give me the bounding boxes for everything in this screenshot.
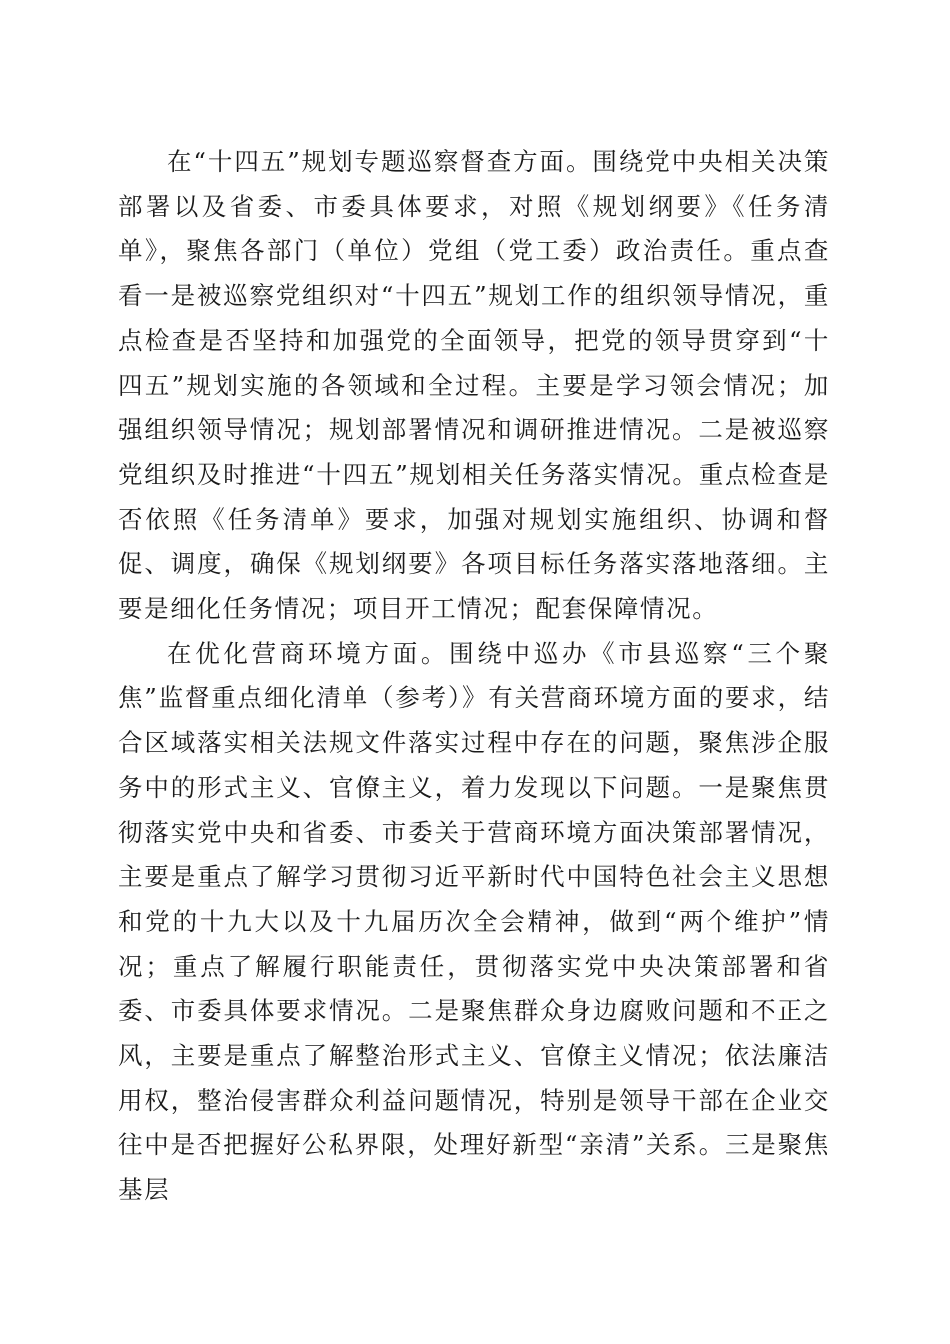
paragraph-business-environment: 在优化营商环境方面。围绕中巡办《市县巡察“三个聚焦”监督重点细化清单（参考）》有关营商环境方面的要求，结合区域落实相关法规文件落实过程中存在的问题，聚焦涉企服务中的形式主义、官僚主义，着力发现以下问题。一是聚焦贯彻落实党中央和省委、市委关于营商环境方面决策部署情况，主要是重点了解学习贯彻习近平新时代中国特色社会主义思想和党的十九大以及十九届历次全会精神，做到“两个维护”情况；重点了解履行职能责任，贯彻落实党中央决策部署和省委、市委具体要求情况。二是聚焦群众身边腐败问题和不正之风，主要是重点了解整治形式主义、官僚主义情况；依法廉洁用权，整治侵害群众利益问题情况，特别是领导干部在企业交往中是否把握好公私界限，处理好新型“亲清”关系。三是聚焦基层 — [118, 638, 830, 1205]
document-body — [118, 140, 830, 1213]
paragraph-five-year-plan-inspection: 在“十四五”规划专题巡察督查方面。围绕党中央相关决策部署以及省委、市委具体要求，对照《规划纲要》《任务清单》，聚焦各部门（单位）党组（党工委）政治责任。重点查看一是被巡察党组织对“十四五”规划工作的组织领导情况，重点检查是否坚持和加强党的全面领导，把党的领导贯穿到“十四五”规划实施的各领域和全过程。主要是学习领会情况；加强组织领导情况；规划部署情况和调研推进情况。二是被巡察党组织及时推进“十四五”规划相关任务落实情况。重点检查是否依照《任务清单》要求，加强对规划实施组织、协调和督促、调度，确保《规划纲要》各项目标任务落实落地落细。主要是细化任务情况；项目开工情况；配套保障情况。 — [118, 147, 830, 624]
